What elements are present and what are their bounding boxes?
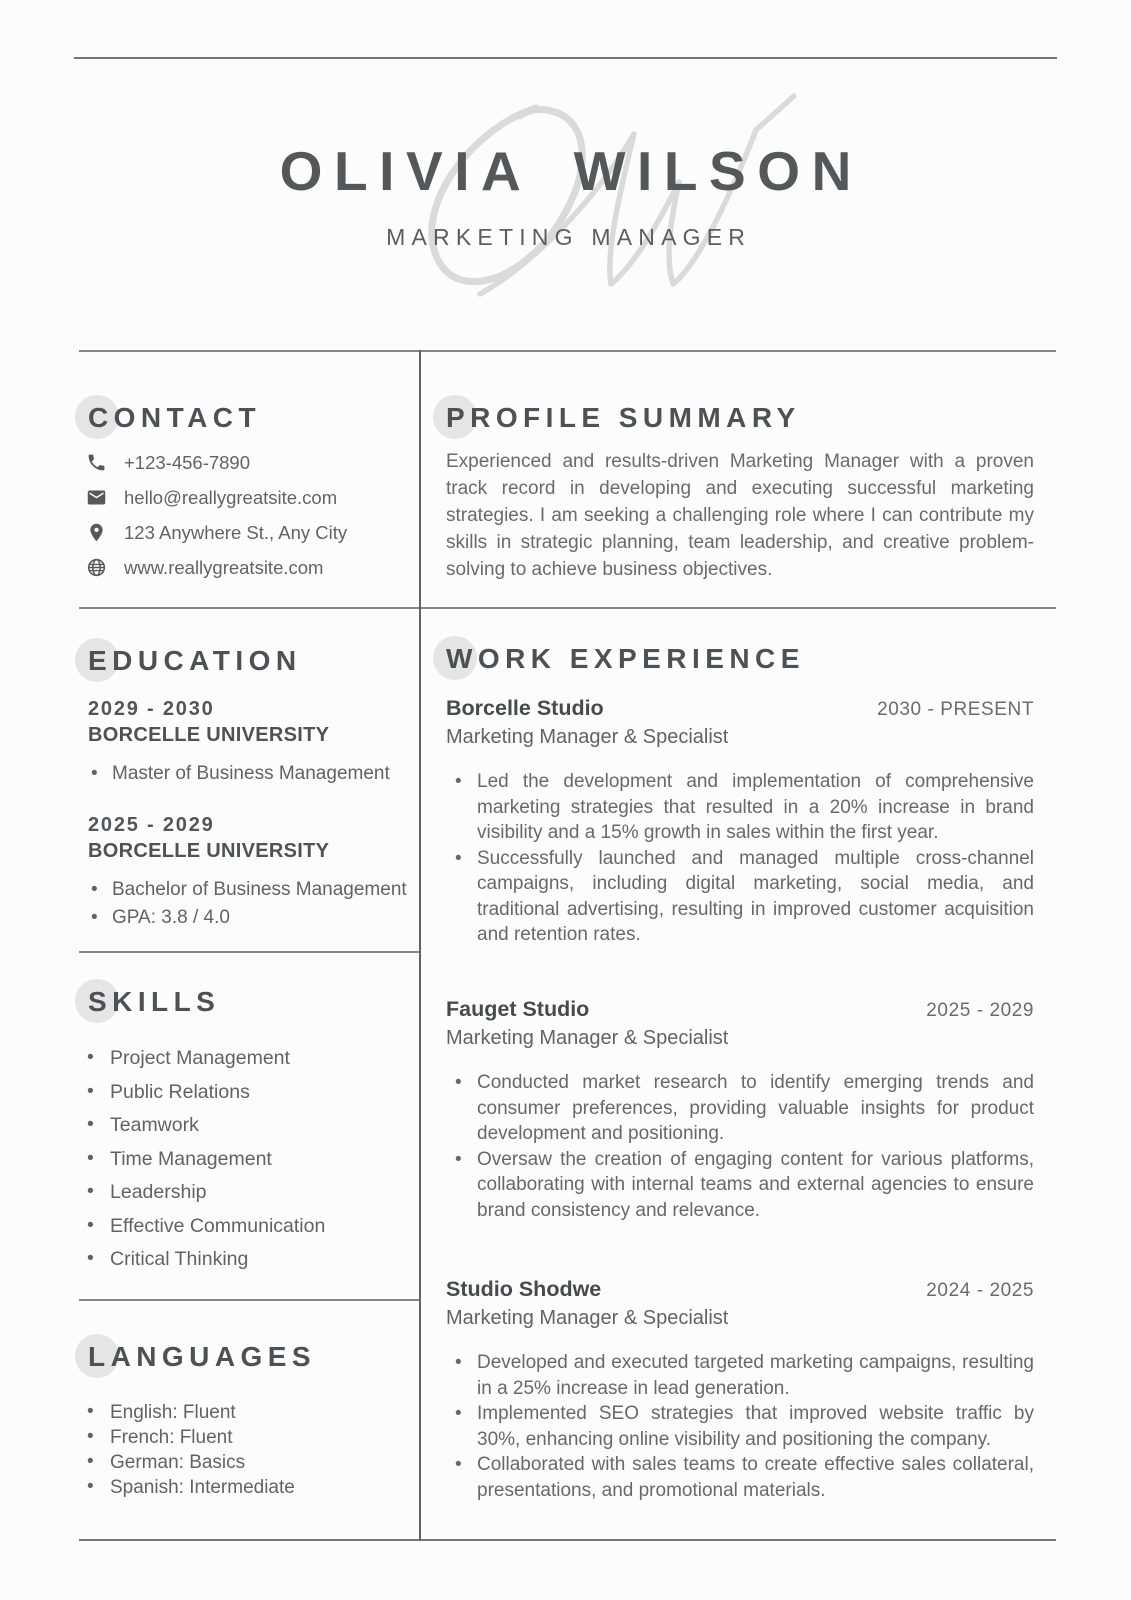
profile-heading-text: PROFILE SUMMARY — [446, 402, 801, 433]
contact-heading-text: CONTACT — [88, 402, 262, 433]
skill-item: • Project Management — [84, 1048, 414, 1069]
education-dates: 2025 - 2029 — [88, 814, 215, 836]
skill-item: • Effective Communication — [84, 1216, 414, 1237]
column-divider — [419, 350, 421, 1541]
skill-item: • Leadership — [84, 1182, 414, 1203]
contact-item-address — [86, 522, 416, 543]
job-bullet: • Led the development and implementation of comprehensive marketing strategies that resulted in a 20% increase in brand visibility and a 15% growth in sales within the first year. — [446, 769, 1034, 846]
contact-address-text: 123 Anywhere St., Any City — [124, 521, 348, 543]
contact-list — [86, 452, 416, 592]
languages-section-heading — [88, 1343, 316, 1370]
education-bullet: • Bachelor of Business Management — [88, 879, 420, 901]
contact-phone-text: +123-456-7890 — [124, 451, 251, 473]
language-item: • French: Fluent — [84, 1427, 414, 1448]
job-dates: 2024 - 2025 — [926, 1280, 1034, 1301]
monogram-watermark — [368, 92, 800, 314]
job-dates: 2030 - PRESENT — [877, 699, 1034, 720]
education-bullet: • Master of Business Management — [88, 763, 420, 785]
job-role: Marketing Manager & Specialist — [446, 1307, 729, 1329]
contact-section-heading — [88, 404, 261, 431]
job-bullet: • Successfully launched and managed multiple cross-channel campaigns, including digital marketing, social media, and traditional advertising, resulting in improved customer acquisition and retention rates. — [446, 846, 1034, 948]
job-role: Marketing Manager & Specialist — [446, 1027, 729, 1049]
location-icon — [86, 522, 107, 543]
education-heading-text: EDUCATION — [88, 645, 302, 676]
email-icon — [86, 487, 107, 508]
job-bullet: • Oversaw the creation of engaging content for various platforms, collaborating with internal teams and external agencies to ensure brand consistency and relevance. — [446, 1147, 1034, 1224]
education-bullet: • GPA: 3.8 / 4.0 — [88, 907, 420, 929]
skills-divider — [79, 951, 420, 953]
languages-divider — [79, 1299, 420, 1301]
job-role: Marketing Manager & Specialist — [446, 726, 729, 748]
website-icon — [86, 557, 107, 578]
job-bullet: • Collaborated with sales teams to create effective sales collateral, presentations, and promotional materials. — [446, 1452, 1034, 1503]
education-dates: 2029 - 2030 — [88, 698, 215, 720]
job-entry-fauget — [446, 996, 1034, 1223]
skill-item: • Critical Thinking — [84, 1249, 414, 1270]
education-entries — [88, 697, 420, 935]
job-company: Borcelle Studio — [446, 696, 604, 720]
person-title: MARKETING MANAGER — [386, 224, 752, 250]
skill-item: • Public Relations — [84, 1082, 414, 1103]
languages-heading-text: LANGUAGES — [88, 1341, 317, 1372]
job-bullet-list — [446, 1350, 1034, 1503]
phone-icon — [86, 452, 107, 473]
skill-item: • Teamwork — [84, 1115, 414, 1136]
job-bullet-list — [446, 1070, 1034, 1223]
skills-heading-text: SKILLS — [88, 986, 221, 1017]
person-name: OLIVIA WILSON — [279, 140, 863, 202]
language-item: • German: Basics — [84, 1452, 414, 1473]
profile-summary-text: Experienced and results-driven Marketing Manager with a proven track record in developing and executing successful marketing strategies. I am seeking a challenging role where I can contribute my skills in strategic planning, team leadership, and creative problem-solving to achieve business objectives. — [446, 451, 1034, 580]
profile-section-heading — [446, 404, 801, 431]
job-company: Studio Shodwe — [446, 1277, 602, 1301]
contact-email-text: hello@reallygreatsite.com — [124, 486, 338, 508]
job-header — [446, 996, 1034, 1022]
contact-item-phone — [86, 452, 416, 473]
job-header — [446, 695, 1034, 721]
job-entry-borcelle — [446, 695, 1034, 948]
contact-item-website — [86, 557, 416, 578]
education-bullet-list — [88, 763, 420, 785]
job-bullet: • Conducted market research to identify emerging trends and consumer preferences, providing valuable insights for product development and positioning. — [446, 1070, 1034, 1147]
job-entry-shodwe — [446, 1276, 1034, 1503]
skills-list — [84, 1048, 414, 1283]
bottom-divider — [79, 1539, 1056, 1541]
education-school: BORCELLE UNIVERSITY — [88, 840, 330, 862]
job-company: Fauget Studio — [446, 997, 590, 1021]
header-divider — [79, 350, 1056, 352]
education-entry — [88, 697, 420, 785]
skill-item: • Time Management — [84, 1149, 414, 1170]
language-item: • Spanish: Intermediate — [84, 1477, 414, 1498]
work-section-heading — [446, 645, 805, 672]
contact-website-text: www.reallygreatsite.com — [124, 556, 324, 578]
education-school: BORCELLE UNIVERSITY — [88, 724, 330, 746]
job-dates: 2025 - 2029 — [926, 1000, 1034, 1021]
languages-list — [84, 1402, 414, 1502]
job-header — [446, 1276, 1034, 1302]
section-divider — [79, 607, 1056, 609]
work-heading-text: WORK EXPERIENCE — [446, 643, 805, 674]
job-bullet-list — [446, 769, 1034, 948]
contact-item-email — [86, 487, 416, 508]
top-divider — [74, 57, 1057, 59]
education-bullet-list — [88, 879, 420, 929]
education-entry — [88, 813, 420, 929]
job-bullet: • Implemented SEO strategies that improved website traffic by 30%, enhancing online visibility and positioning the company. — [446, 1401, 1034, 1452]
skills-section-heading — [88, 988, 220, 1015]
job-bullet: • Developed and executed targeted marketing campaigns, resulting in a 25% increase in lead generation. — [446, 1350, 1034, 1401]
education-section-heading — [88, 647, 302, 674]
language-item: • English: Fluent — [84, 1402, 414, 1423]
